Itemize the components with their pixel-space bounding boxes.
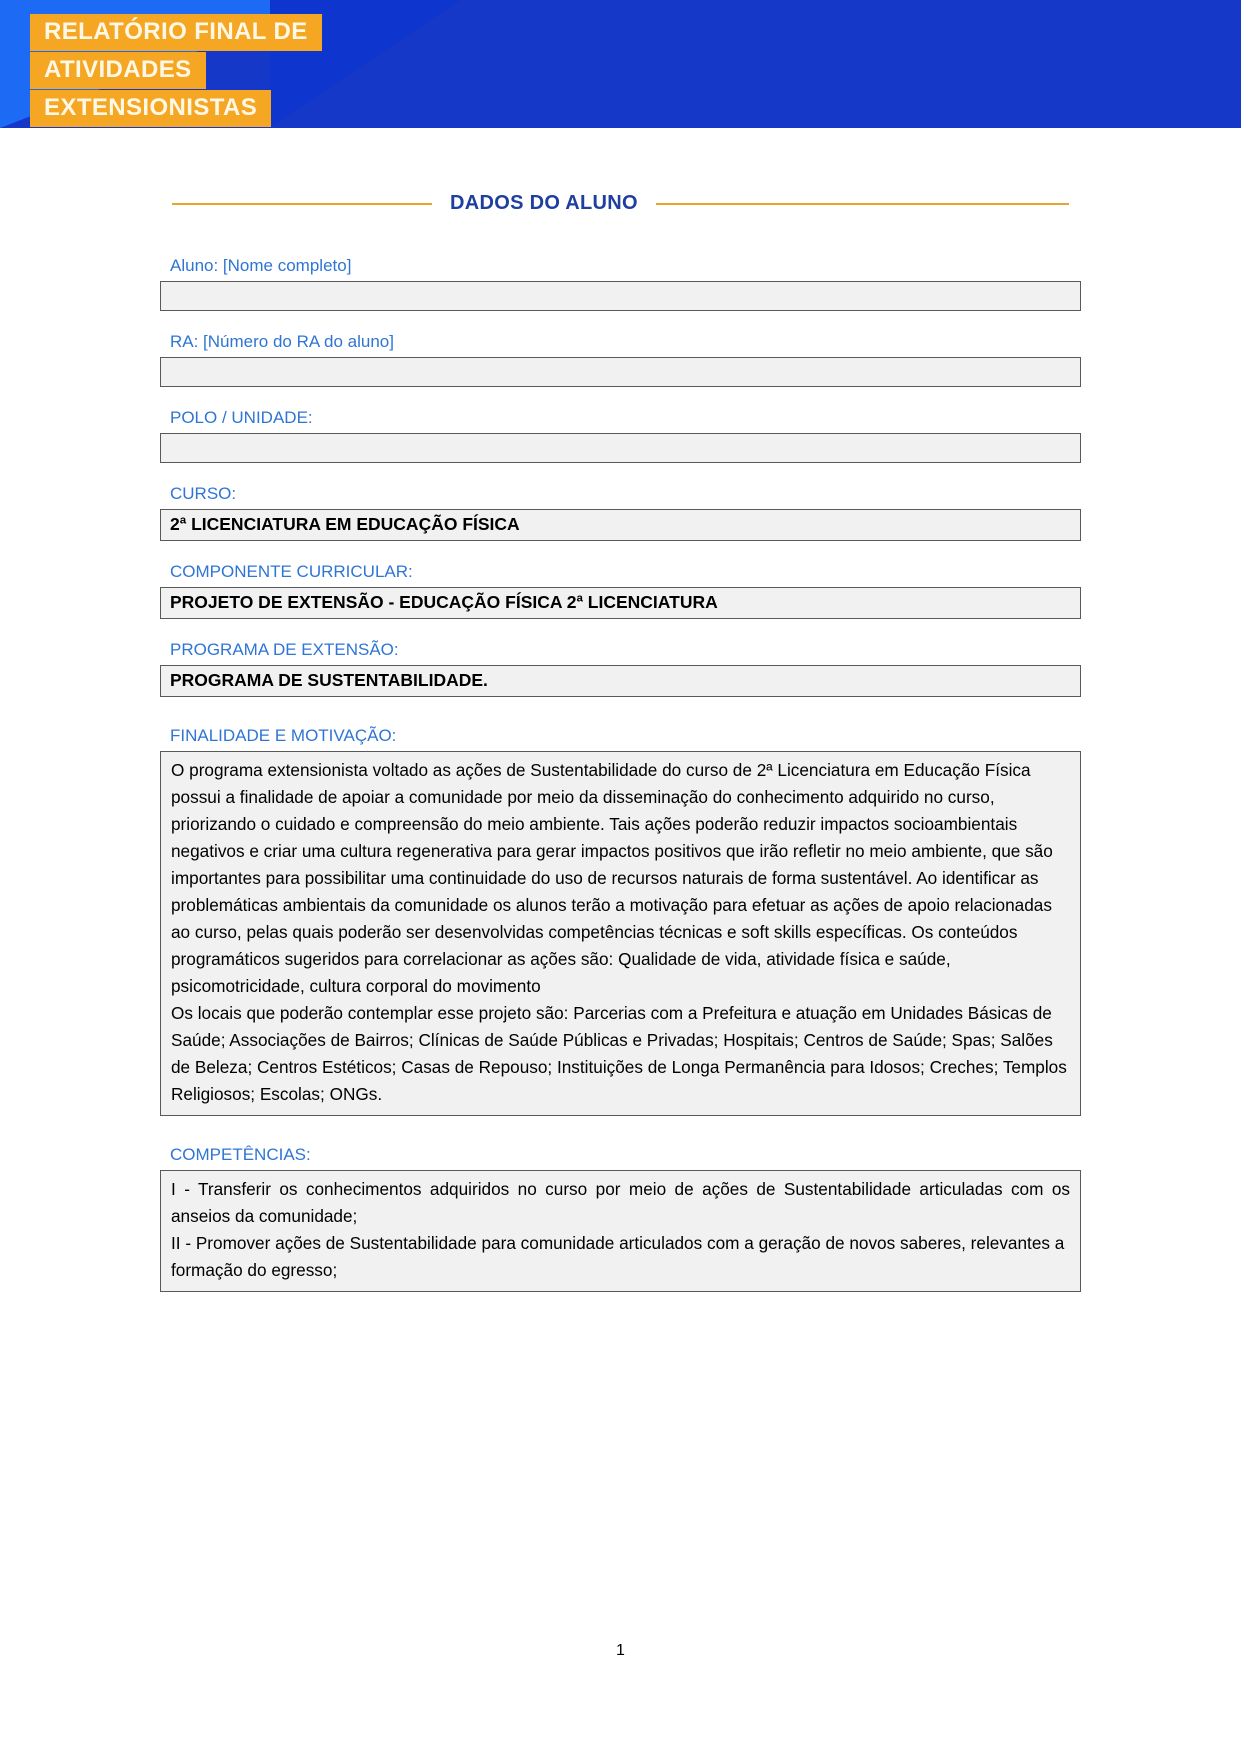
finalidade-paragraph-2: Os locais que poderão contemplar esse projeto são: Parcerias com a Prefeitura e atuação em Unidades Básicas de Saúde; Associações de Bairros; Clínicas de Saúde Públicas e Privadas; Hospitais; Centros de Saúde; Spas; Salões de Beleza; Centros Estéticos; Casas de Repouso; Instituições de Longa Permanência para Idosos; Creches; Templos Religiosos; Escolas; ONGs. <box>171 1003 1067 1105</box>
field-competencias <box>160 1144 1081 1292</box>
heading-rule-right <box>656 203 1069 205</box>
field-input-curso[interactable]: 2ª LICENCIATURA EM EDUCAÇÃO FÍSICA <box>160 509 1081 541</box>
field-curso <box>160 483 1081 541</box>
banner-title-line-1: RELATÓRIO FINAL DE <box>30 14 322 51</box>
field-label-ra: RA: [Número do RA do aluno] <box>170 331 394 351</box>
field-programa-extensao <box>160 639 1081 697</box>
spacer <box>160 1122 1081 1144</box>
page-number: 1 <box>616 1642 625 1659</box>
section-heading-dados-do-aluno <box>160 192 1081 215</box>
header-banner <box>0 0 1241 128</box>
field-input-programa-extensao[interactable]: PROGRAMA DE SUSTENTABILIDADE. <box>160 665 1081 697</box>
field-textarea-competencias[interactable] <box>160 1170 1081 1292</box>
field-componente-curricular <box>160 561 1081 619</box>
field-textarea-finalidade-motivacao[interactable] <box>160 751 1081 1116</box>
field-input-polo-unidade[interactable] <box>160 433 1081 463</box>
field-input-aluno[interactable] <box>160 281 1081 311</box>
banner-title-line-2: ATIVIDADES <box>30 52 206 89</box>
spacer <box>160 703 1081 725</box>
competencias-item-1: I - Transferir os conhecimentos adquiridos no curso por meio de ações de Sustentabilidade articuladas com os anseios da comunidade; <box>171 1179 1070 1227</box>
banner-title-line-3: EXTENSIONISTAS <box>30 90 271 127</box>
field-ra <box>160 331 1081 387</box>
document-page <box>0 192 1241 1659</box>
field-label-componente-curricular: COMPONENTE CURRICULAR: <box>170 562 413 582</box>
finalidade-paragraph-1: O programa extensionista voltado as ações de Sustentabilidade do curso de 2ª Licenciatura em Educação Física possui a finalidade de apoiar a comunidade por meio da disseminação do conhecimento adquirido no curso, priorizando o cuidado e compreensão do meio ambiente. Tais ações poderão reduzir impactos socioambientais negativos e criar uma cultura regenerativa para gerar impactos positivos que irão refletir no meio ambiente, que são importantes para possibilitar uma continuidade do uso de recursos naturais de forma sustentável. Ao identificar as problemáticas ambientais da comunidade os alunos terão a motivação para efetuar as ações de apoio relacionadas ao curso, pelas quais poderão ser desenvolvidas competências técnicas e soft skills específicas. Os conteúdos programáticos sugeridos para correlacionar as ações são: Qualidade de vida, atividade física e saúde, psicomotricidade, cultura corporal do movimento <box>171 760 1053 997</box>
banner-title-block <box>30 14 322 127</box>
spacer <box>160 625 1081 639</box>
spacer <box>160 547 1081 561</box>
field-label-curso: CURSO: <box>170 483 237 503</box>
field-label-competencias: COMPETÊNCIAS: <box>170 1145 311 1165</box>
field-label-programa-extensao: PROGRAMA DE EXTENSÃO: <box>170 640 399 660</box>
spacer <box>160 393 1081 407</box>
field-input-componente-curricular[interactable]: PROJETO DE EXTENSÃO - EDUCAÇÃO FÍSICA 2ª LICENCIATURA <box>160 587 1081 619</box>
field-input-ra[interactable] <box>160 357 1081 387</box>
field-label-finalidade-motivacao: FINALIDADE E MOTIVAÇÃO: <box>170 726 397 746</box>
spacer <box>160 317 1081 331</box>
page-title: DADOS DO ALUNO <box>450 192 638 214</box>
field-polo-unidade <box>160 407 1081 463</box>
competencias-item-2: II - Promover ações de Sustentabilidade para comunidade articulados com a geração de novos saberes, relevantes a formação do egresso; <box>171 1233 1065 1281</box>
field-label-polo-unidade: POLO / UNIDADE: <box>170 407 313 427</box>
field-label-aluno: Aluno: [Nome completo] <box>170 256 352 275</box>
field-aluno <box>160 255 1081 311</box>
field-finalidade-motivacao <box>160 725 1081 1116</box>
spacer <box>160 469 1081 483</box>
heading-rule-left <box>172 203 432 205</box>
